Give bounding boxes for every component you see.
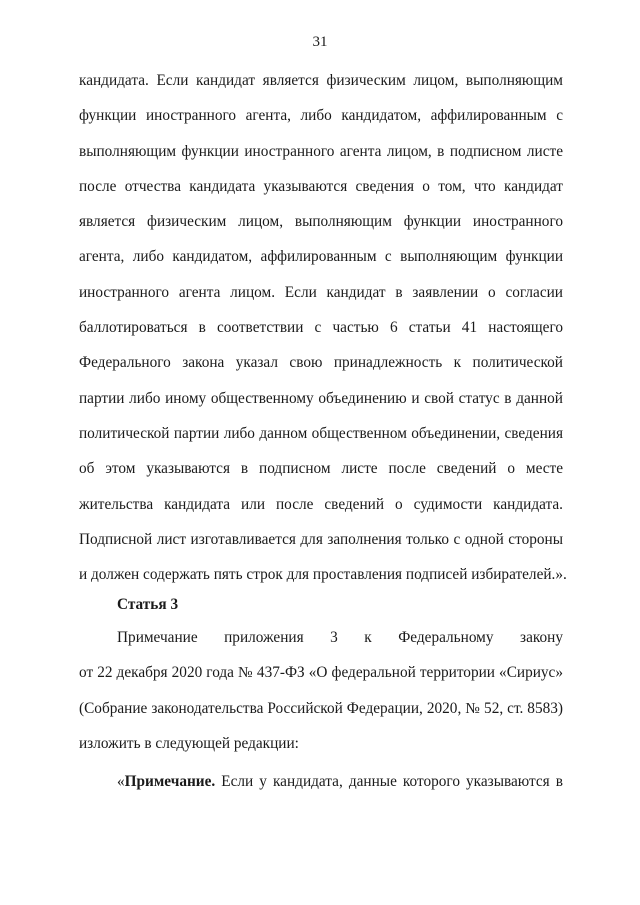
paragraph-note [79,764,563,799]
text-line: партии либо иному общественному объединению и свой статус в данной [79,389,563,407]
text-line: от 22 декабря 2020 года № 437-ФЗ «О федеральной территории «Сириус» [79,664,563,682]
text-line: Подписной лист изготавливается для заполнения только с одной стороны [79,530,563,548]
note-open-quote: « [117,773,125,790]
note-text: Если у кандидата, данные которого указываются в [215,773,563,790]
text-line: баллотироваться в соответствии с частью 6 статьи 41 настоящего [79,319,563,337]
text-line: жительства кандидата или после сведений о судимости кандидата. [79,495,563,513]
text-line: политической партии либо данном общественном объединении, сведения [79,424,563,442]
text-line: (Собрание законодательства Российской Федерации, 2020, № 52, ст. 8583) [79,699,563,717]
text-line: агента, либо кандидатом, аффилированным с выполняющим функции [79,248,563,266]
text-line: изложить в следующей редакции: [79,734,299,752]
text-line: является физическим лицом, выполняющим функции иностранного [79,213,563,231]
paragraph-main [79,63,567,592]
text-line: выполняющим функции иностранного агента лицом, в подписном листе [79,142,563,160]
text-line: Федерального закона указал свою принадлежность к политической [79,354,563,372]
article-heading: Статья 3 [117,596,179,613]
text-line: функции иностранного агента, либо кандидатом, аффилированным с [79,107,563,125]
text-line: об этом указываются в подписном листе после сведений о месте [79,460,563,478]
page-number: 31 [312,34,328,50]
text-line: после отчества кандидата указываются сведения о том, что кандидат [79,177,563,195]
text-line: Примечание приложения 3 к Федеральному закону [117,629,563,646]
note-label: Примечание. [124,773,216,790]
text-line: и должен содержать пять строк для проставления подписей избирателей.». [79,566,567,584]
text-line: кандидата. Если кандидат является физическим лицом, выполняющим [79,72,563,89]
paragraph-article [79,620,563,761]
note-line [79,764,563,799]
text-line: иностранного агента лицом. Если кандидат в заявлении о согласии [79,283,563,301]
